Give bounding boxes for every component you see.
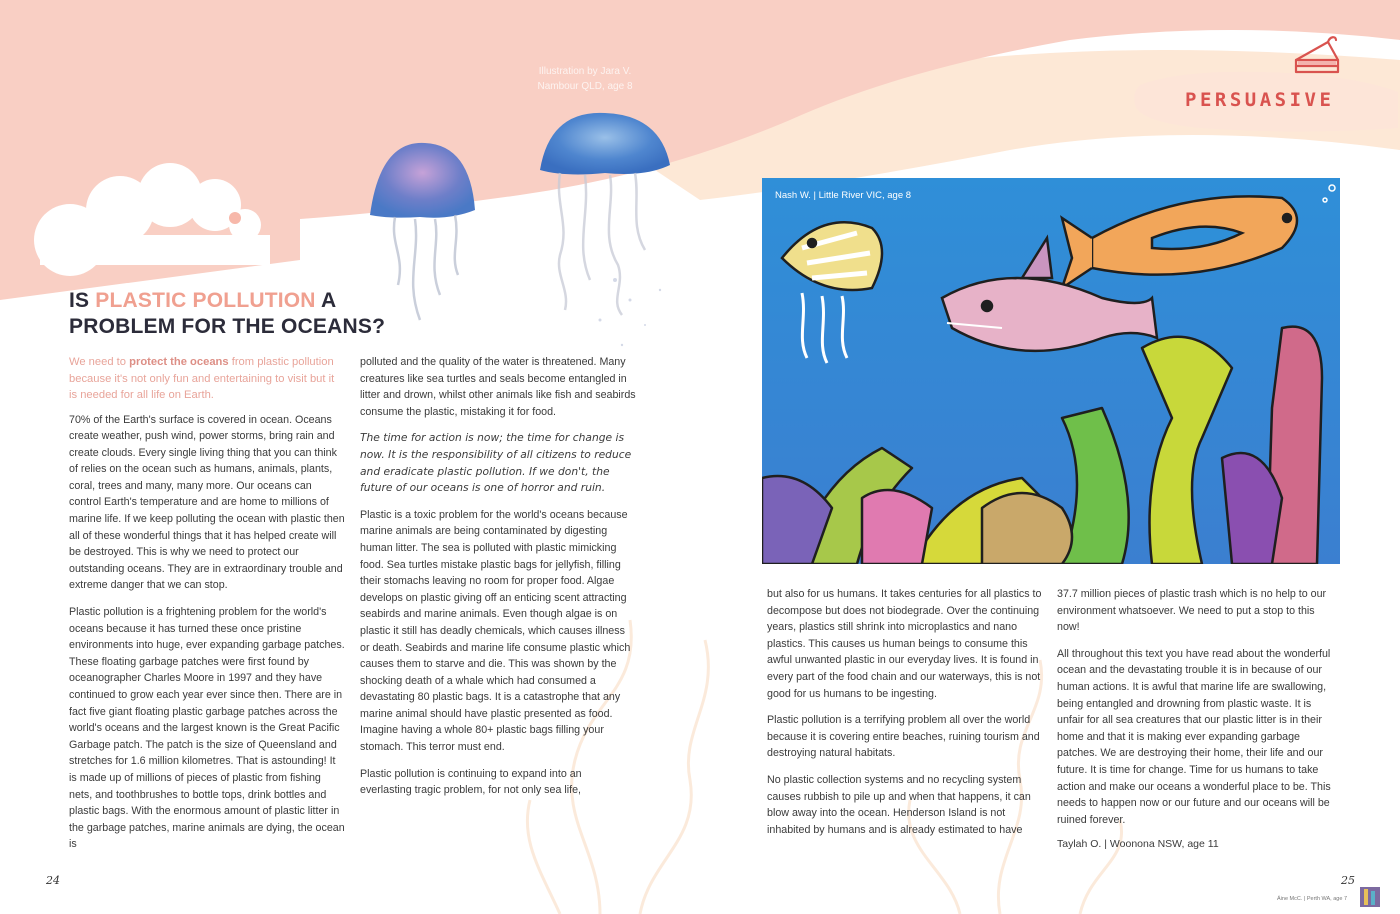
article-title-line1 xyxy=(69,288,399,314)
illustration-credit xyxy=(520,64,650,94)
paragraph: polluted and the quality of the water is threatened. Many creatures like sea turtles and seals become entangled in litter and drown, whilst other animals like fish and seabirds consume the plastic, mistaking it for food. xyxy=(360,356,636,418)
article-title xyxy=(69,288,399,340)
paragraph: Plastic is a toxic problem for the world's oceans because marine animals are being contaminated by digesting human litter. The sea is polluted with plastic mimicking food. Sea turtles mistake plastic bags for jellyfish, filling their stomachs leaving no room for proper food. Algae develops on plastic giving off an enticing scent attracting seabirds and marine animals. Even though algae is on plastic it still has deadly chemicals, which causes illness or death. Seabirds and marine life consume plastic which causes them to starve and die. This was shown by the shocking death of a whale which had consumed a devastating 80 plastic bags. It is a catastrophe that any marine animal should have plastic presented as food. Imagine having a whole 80+ plastic bags filling your stomach. This terror must end. xyxy=(360,508,631,754)
intro-text-2: from plastic pollution because it's not only fun and entertaining to visit but it is needed for all life on Earth. xyxy=(69,356,335,401)
paragraph: 70% of the Earth's surface is covered in ocean. Oceans create weather, push wind, power storms, bring rain and create clouds. Every single living thing that you can think of relies on the ocean such as humans, animals, plants, coral, trees and many, many more. Our oceans can control Earth's temperature and are home to millions of marine life. If we keep polluting the ocean with plastic then all of these wonderful things that it has helped create will be destroyed. This is why we need to protect our outstanding oceans. They are in extraordinary trouble and extreme danger that we can stop. xyxy=(69,413,345,592)
article-column-4 xyxy=(1057,586,1335,850)
paragraph: Plastic pollution is a frightening problem for the world's oceans because it has turned these once pristine environments into huge, ever expanding garbage patches. These floating garbage patches were first found by oceanographer Charles Moore in 1997 and they have continued to grow each year ever since then. There are in fact five giant floating plastic garbage patches across the world's oceans and the largest known is the Great Pacific Garbage patch. The patch is the size of Queensland and stretches for 1.6 million kilometres. That is astounding! It is made up of millions of pieces of plastic from fishing nets, and toothbrushes to bottle tops, drink bottles and plastic bags. With the enormous amount of plastic litter in the garbage patches, marine animals are dying, the ocean is xyxy=(69,606,345,851)
intro-bold: protect the oceans xyxy=(129,356,229,368)
paint-splatter xyxy=(599,278,662,346)
paragraph: Plastic pollution is continuing to expand into an everlasting tragic problem, for not only sea life, xyxy=(360,767,582,797)
article-column-1 xyxy=(69,354,345,863)
author-byline: Taylah O. | Woonona NSW, age 11 xyxy=(1057,838,1219,851)
intro-text-1: We need to xyxy=(69,356,130,368)
title-highlight: PLASTIC POLLUTION xyxy=(95,289,316,312)
article-intro xyxy=(69,354,345,404)
jellyfish-right xyxy=(540,113,670,315)
article-column-2 xyxy=(360,354,636,809)
title-suffix: A xyxy=(315,289,337,312)
paragraph: All throughout this text you have read about the wonderful ocean and the devastating trouble it is in because of our human actions. It is awful that marine life are swallowing, being entangled and drowning from plastic waste. It is unfair for all sea creatures that our plastic litter is in their home and that it is making ever expanding garbage patches. We are destroying their home, their life and our future. It is time for change. Time for us humans to take action and make our oceans a wonderful place to be. This needs to happen now or our future and our oceans will be ruined forever. xyxy=(1057,647,1331,826)
paragraph: Plastic pollution is a terrifying problem all over the world because it is covering entire beaches, ruining tourism and destroying natural habitats. xyxy=(767,714,1040,760)
illustration-credit-name: Illustration by Jara V. xyxy=(538,66,632,77)
cloud-puff-pink xyxy=(229,212,241,224)
corner-artwork-thumbnail xyxy=(1360,887,1380,907)
ocean-artwork xyxy=(762,178,1340,564)
corner-credit: Áine McC. | Perth WA, age 7 xyxy=(1277,896,1348,902)
article-column-3 xyxy=(767,586,1043,848)
page-number-left: 24 xyxy=(46,874,60,887)
persuasive-badge-label: PERSUASIVE xyxy=(1185,89,1335,111)
paragraph: but also for us humans. It takes centuries for all plastics to decompose but does not biodegrade. Over the continuing years, plastics still shrink into microplastics and nano plastics. This causes us human beings to consume this awful unwanted plastic in our everyday lives. It is found in every part of the food chain and our waterways, this is not good for us humans to be ingesting. xyxy=(767,588,1042,700)
jellyfish-illustration xyxy=(360,105,680,365)
cake-slice-icon xyxy=(1288,30,1344,82)
page-number-right: 25 xyxy=(1341,874,1355,887)
illustration-credit-location: Nambour QLD, age 8 xyxy=(537,81,633,92)
artwork-credit: Nash W. | Little River VIC, age 8 xyxy=(775,190,912,201)
title-prefix: IS xyxy=(69,289,96,312)
paragraph: No plastic collection systems and no recycling system causes rubbish to pile up and when that happens, it can blow away into the ocean. Henderson Island is not inhabited by humans and is already estimated to have xyxy=(767,773,1031,836)
pull-quote: The time for action is now; the time for change is now. It is the responsibility of all citizens to reduce and eradicate plastic pollution. If we don't, the future of our oceans is one of horror and ruin. xyxy=(360,431,632,495)
paragraph: 37.7 million pieces of plastic trash which is no help to our environment whatsoever. We need to put a stop to this now! xyxy=(1057,588,1327,634)
article-title-line2: PROBLEM FOR THE OCEANS? xyxy=(69,315,386,338)
